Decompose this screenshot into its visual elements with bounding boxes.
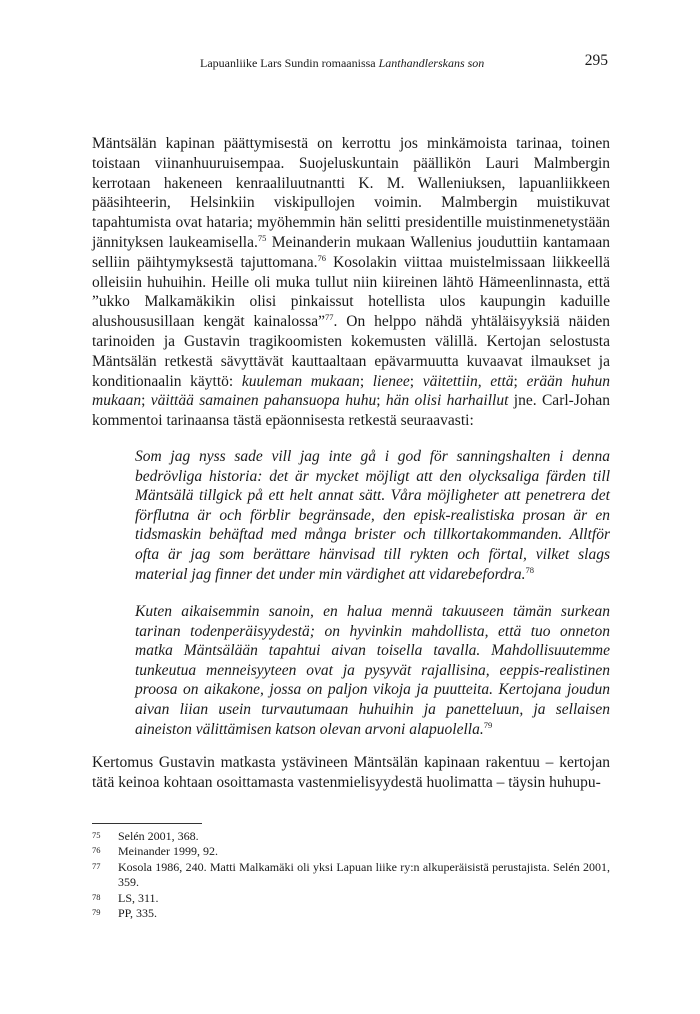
paragraph-1-text-c: Kosolakin viittaa muistelmissaan liikkeellä olleisiin huhuihin. Heille oli muka tullut niin kiireinen lähtö Hämeenlinnasta, että ”ukko Malkamäkikin olisi pinkaissut hotellista ulos kaupungin kaduille alushoususillaan kengät kainalossa”	[92, 253, 610, 331]
footnote-text: LS, 311.	[118, 890, 159, 905]
main-text	[92, 134, 610, 793]
expression-3: väitettiin, että	[422, 372, 514, 390]
running-title-book: Lanthandlerskans son	[378, 56, 485, 70]
separator-3: ;	[513, 372, 527, 390]
separator-1: ;	[359, 372, 373, 390]
block-quote-finnish	[135, 602, 610, 739]
footnote-79	[92, 906, 610, 921]
footnote-75	[92, 829, 610, 844]
running-title	[200, 56, 484, 71]
running-title-plain: Lapuanliike Lars Sundin romaanissa	[200, 56, 379, 70]
paragraph-1-text-e: jne. Carl-Johan kommentoi tarinaansa tästä epäonnisesta retkestä seuraavasti:	[92, 392, 610, 430]
footnote-ref-79: 79	[483, 719, 493, 730]
page-number: 295	[584, 52, 608, 69]
expression-4: erään huhun mukaan	[92, 372, 611, 410]
footnote-text: Selén 2001, 368.	[118, 829, 199, 843]
footnote-number: 77	[92, 860, 101, 871]
footnotes	[92, 829, 610, 921]
block-quote-finnish-text: Kuten aikaisemmin sanoin, en halua mennä takuuseen tämän surkean tarinan todenperäisyydestä; on hyvinkin mahdollista, että tuo onneton matka Mäntsälään tapahtui aivan toisella tavalla. Mahdollisuutemme tunkeutua menneisyyteen ovat ja pysyvät rajallisina, eeppis-realistinen proosa on aikakone, jossa on paljon vikoja ja puutteita. Kertojana joudun aivan liian usein turvautumaan huhuihin ja panetteluun, ja sellaisen aineiston välittämisen katson olevan arvoni alapuolella.	[135, 603, 610, 738]
footnote-rule	[92, 823, 202, 824]
footnote-76	[92, 844, 610, 859]
footnote-number: 75	[92, 830, 101, 840]
footnote-number: 78	[92, 891, 101, 902]
footnote-number: 76	[92, 845, 101, 856]
block-quote-swedish-text: Som jag nyss sade vill jag inte gå i god för sanningshalten i denna bedrövliga historia: det är mycket möjligt att den olycksaliga färden till Mäntsälä tillgick på ett helt annat sätt. Våra möjligheter att penetrera det förflutna är och förblir begränsade, den episk-realistiska prosan är en tidsmaskin behäftad med många brister och tillkortakommanden. Alltför ofta är jag som berättare hänvisad till rykten och förtal, vilket slags material jag finner det under min värdighet att vidarebefordra.	[135, 447, 610, 583]
running-header	[92, 52, 608, 72]
paragraph-2: Kertomus Gustavin matkasta ystävineen Mäntsälän kapinaan rakentuu – kertojan tätä keinoa kohtaan osoittamasta vastenmielisyydestä huolimatta – täysin huhupu-	[92, 754, 610, 792]
footnote-ref-76: 76	[317, 252, 327, 263]
footnote-ref-77: 77	[325, 312, 334, 323]
footnote-77	[92, 860, 610, 891]
paragraph-1-text-a: Mäntsälän kapinan päättymisestä on kerrottu jos minkämoista tarinaa, toinen toistaan viinanhuuruisempaa. Suojeluskuntain päällikön Lauri Malmbergin kerrotaan hakeneen kenraaliluutnantti K. M. Walleniuksen, lapuanliikkeen pääsihteerin, Helsinkiin viskipullojen voimin. Malmbergin muistikuvat tapahtumista ovat hataria; myöhemmin hän selitti presidentille muistinmenetystään jännityksen laukeamisella.	[92, 135, 610, 251]
footnote-text: PP, 335.	[118, 906, 158, 921]
footnote-ref-75: 75	[257, 232, 267, 243]
paragraph-1	[92, 134, 610, 431]
expression-1: kuuleman mukaan	[241, 372, 360, 390]
footnote-text: Kosola 1986, 240. Matti Malkamäki oli yksi Lapuan liike ry:n alkuperäisistä perustajista. Selén 2001, 359.	[118, 859, 610, 890]
separator-2: ;	[409, 372, 423, 390]
paragraph-1-text-b: Meinanderin mukaan Wallenius jouduttiin kantamaan selliin päihtymyksestä tajuttomana.	[92, 233, 610, 271]
separator-5: ;	[376, 392, 386, 410]
footnote-text: Meinander 1999, 92.	[118, 844, 218, 859]
paragraph-1-text-d: . On helppo nähdä yhtäläisyyksiä näiden tarinoiden ja Gustavin tragikoomisten kokemusten välillä. Kertojan selostusta Mäntsälän retkestä sävyttävät kauttaaltaan epävarmuutta kuvaavat ilmaukset ja konditionaalin käyttö:	[92, 313, 610, 390]
expression-5: väittää samainen pahansuopa huhu	[150, 392, 377, 410]
footnote-ref-78: 78	[525, 564, 534, 575]
expression-6: hän olisi harhaillut	[385, 392, 509, 410]
footnote-78	[92, 891, 610, 906]
footnote-number: 79	[92, 907, 101, 918]
expression-2: lienee	[372, 372, 410, 390]
separator-4: ;	[141, 392, 151, 410]
block-quote-swedish	[135, 447, 610, 584]
